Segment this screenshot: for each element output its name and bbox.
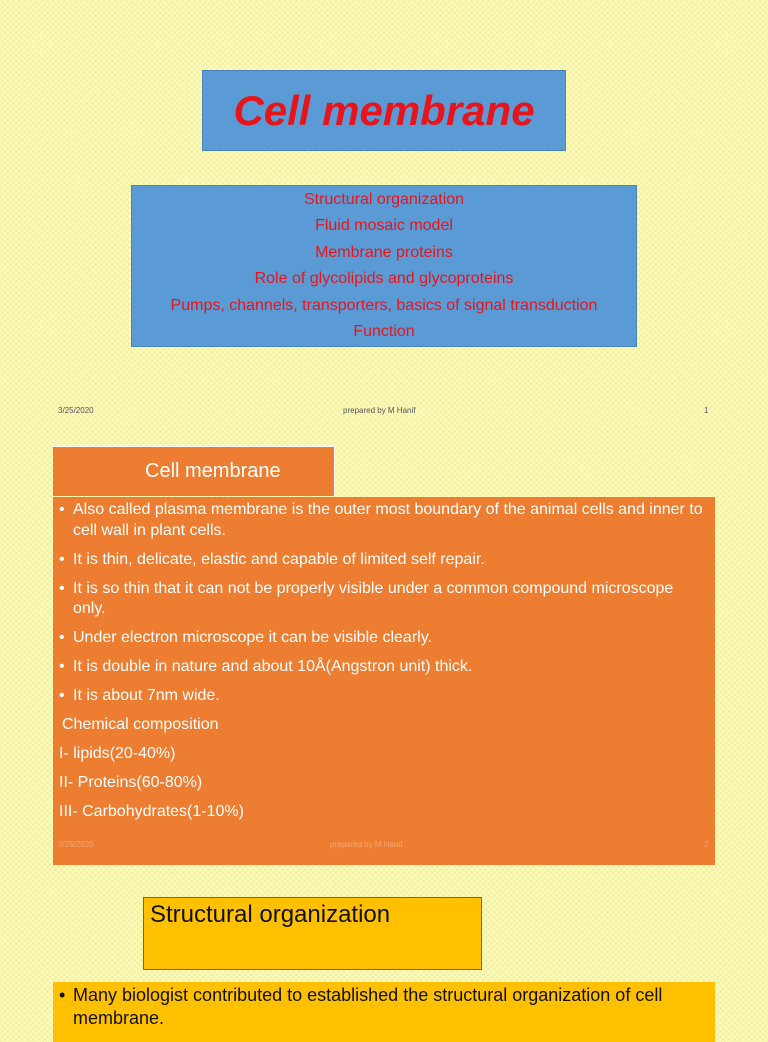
topic-item: Structural organization bbox=[303, 191, 465, 208]
slide2-footer-author: prepared by M Hanif bbox=[330, 840, 403, 849]
bullet-item: • Also called plasma membrane is the outer most boundary of the animal cells and inner to cell wall in plant cells. bbox=[59, 500, 707, 541]
slide1-topics-box bbox=[131, 185, 637, 347]
slide1-title-box bbox=[202, 70, 566, 151]
slide1-footer-author: prepared by M Hanif bbox=[343, 406, 416, 415]
topic-item: Fluid mosaic model bbox=[315, 217, 453, 235]
topic-item: Function bbox=[353, 323, 415, 341]
composition-item: I- lipids(20-40%) bbox=[59, 745, 176, 762]
slide2-body bbox=[53, 497, 715, 865]
slide3-body bbox=[53, 982, 715, 1042]
composition-item: III- Carbohydrates(1-10%) bbox=[59, 803, 244, 820]
bullet-item: • Many biologist contributed to established the structural organization of cell membrane. bbox=[59, 984, 707, 1030]
bullet-item: • Under electron microscope it can be visible clearly. bbox=[59, 628, 707, 649]
slide1-footer-page: 1 bbox=[704, 406, 709, 415]
slide1-title: Cell membrane bbox=[233, 86, 535, 134]
composition-item: II- Proteins(60-80%) bbox=[59, 774, 203, 791]
bullet-item: • It is double in nature and about 10Å(Angstron unit) thick. bbox=[59, 657, 707, 678]
slide2-title: Cell membrane bbox=[145, 460, 281, 482]
topic-item: Membrane proteins bbox=[315, 243, 453, 261]
composition-heading: Chemical composition bbox=[62, 716, 219, 733]
slide2-title-box bbox=[53, 446, 335, 496]
slide2-footer-page: 2 bbox=[704, 840, 709, 849]
slide2-footer-date: 3/25/2020 bbox=[58, 840, 94, 849]
bullet-item: • It is so thin that it can not be properly visible under a common compound microscope only. bbox=[59, 579, 707, 620]
topic-item: Role of glycolipids and glycoproteins bbox=[254, 270, 514, 288]
slide1-footer-date: 3/25/2020 bbox=[58, 406, 94, 415]
topic-item: Pumps, channels, transporters, basics of signal transduction bbox=[170, 296, 598, 314]
slide3-title-box bbox=[143, 897, 482, 970]
slide3-title: Structural organization bbox=[150, 901, 391, 928]
bullet-item: • It is thin, delicate, elastic and capable of limited self repair. bbox=[59, 550, 707, 571]
bullet-item: • It is about 7nm wide. bbox=[59, 686, 707, 707]
